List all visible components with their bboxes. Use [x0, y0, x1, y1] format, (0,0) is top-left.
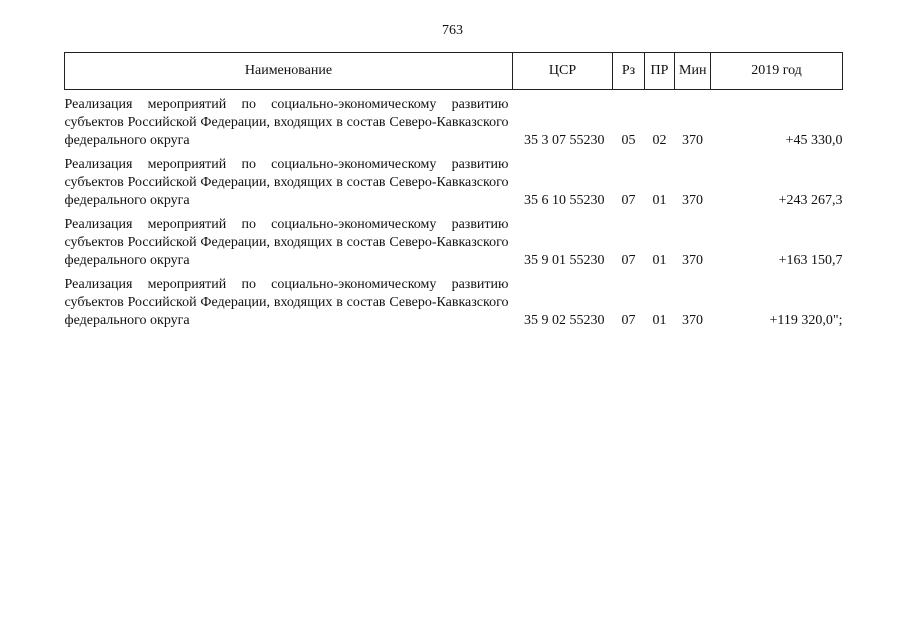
header-year: 2019 год [711, 53, 843, 90]
table-row [65, 156, 843, 216]
row-name: Реализация мероприятий по социально-экономическому развитию субъектов Российской Федерации, входящих в состав Северо-Кавказского федерального округа [64, 157, 509, 208]
row-rz: 07 [621, 193, 636, 208]
row-name: Реализация мероприятий по социально-экономическому развитию субъектов Российской Федерации, входящих в состав Северо-Кавказского федерального округа [64, 277, 509, 328]
row-amount: +45 330,0 [785, 133, 843, 148]
header-name: Наименование [65, 53, 513, 90]
row-min: 370 [682, 253, 703, 268]
row-amount: +119 320,0"; [769, 313, 843, 328]
header-min: Мин [675, 53, 711, 90]
row-pr: 01 [652, 193, 667, 208]
table-header [65, 53, 843, 90]
row-min: 370 [682, 133, 703, 148]
row-name: Реализация мероприятий по социально-экономическому развитию субъектов Российской Федерации, входящих в состав Северо-Кавказского федерального округа [64, 217, 509, 268]
header-rz: Рз [613, 53, 645, 90]
page-number: 763 [442, 23, 463, 38]
row-pr: 01 [652, 313, 667, 328]
header-csr: ЦСР [513, 53, 613, 90]
row-name: Реализация мероприятий по социально-экономическому развитию субъектов Российской Федерации, входящих в состав Северо-Кавказского федерального округа [64, 97, 509, 148]
row-pr: 01 [652, 253, 667, 268]
header-pr: ПР [645, 53, 675, 90]
row-rz: 05 [621, 133, 636, 148]
table-row [65, 216, 843, 276]
row-csr: 35 9 01 55230 [524, 253, 605, 268]
row-csr: 35 3 07 55230 [524, 133, 605, 148]
row-min: 370 [682, 313, 703, 328]
table-row [65, 276, 843, 336]
table-row [65, 96, 843, 156]
row-csr: 35 6 10 55230 [524, 193, 605, 208]
header-row [65, 53, 843, 90]
row-rz: 07 [621, 253, 636, 268]
table-body [65, 90, 843, 337]
row-min: 370 [682, 193, 703, 208]
row-rz: 07 [621, 313, 636, 328]
row-csr: 35 9 02 55230 [524, 313, 605, 328]
budget-table [64, 52, 843, 336]
row-pr: 02 [652, 133, 667, 148]
row-amount: +243 267,3 [778, 193, 843, 208]
row-amount: +163 150,7 [778, 253, 843, 268]
